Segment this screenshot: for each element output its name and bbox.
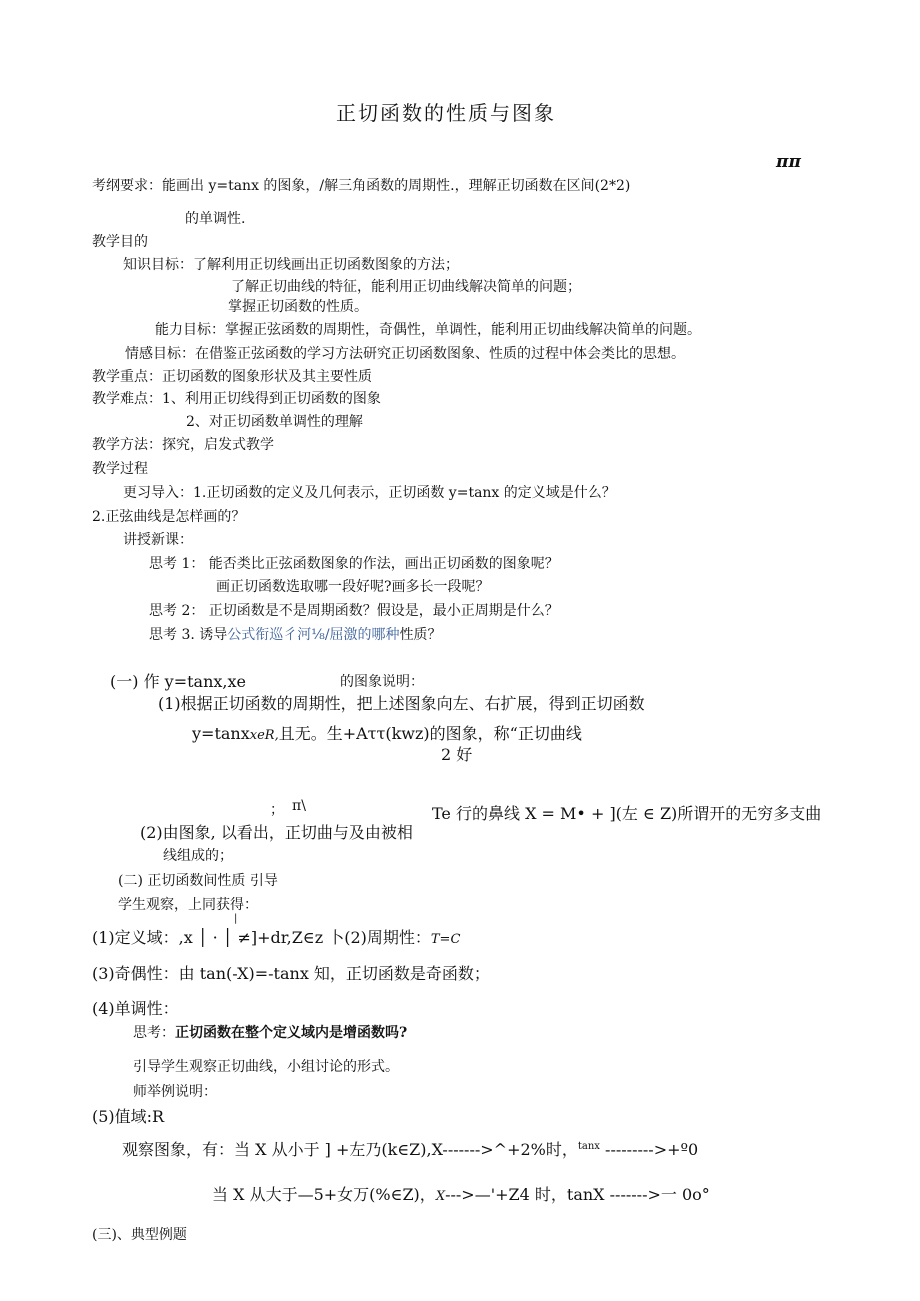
- observation-1-limit: --------->+º0: [599, 1140, 699, 1159]
- difficulty-2: 2、对正切函数单调性的理解: [186, 414, 363, 430]
- observation-2-x: X: [435, 1189, 446, 1204]
- page-title: 正切函数的性质与图象: [336, 101, 556, 125]
- teaching-method: 教学方法：探究，启发式教学: [92, 437, 274, 453]
- formula-line: [192, 724, 582, 744]
- think-question: [133, 1025, 407, 1042]
- observation-1-text: 观察图象，有：当 X 从小于 ] +左乃(k∈Z),X------->^+2%时，: [122, 1140, 578, 1159]
- ability-goal: 能力目标：掌握正弦函数的周期性，奇偶性，单调性，能利用正切曲线解决简单的问题。: [155, 322, 701, 338]
- period-value: T=C: [430, 932, 461, 947]
- teacher-example: 师举例说明：: [133, 1084, 217, 1100]
- formula-subscript: 2 好: [441, 745, 473, 764]
- difficulty-1: 教学难点：1、利用正切线得到正切函数的图象: [92, 391, 381, 407]
- pi-pi-mark: ππ: [776, 152, 801, 172]
- review-2: 2.正弦曲线是怎样画的？: [92, 509, 246, 525]
- fragment-semicolon: ；: [270, 802, 284, 818]
- part-1-heading: (一) 作 y=tanx,xe: [110, 672, 246, 691]
- goals-heading: 教学目的: [92, 234, 148, 250]
- guide-text: 引导学生观察正切曲线，小组讨论的形式。: [133, 1059, 399, 1075]
- property-3: (3)奇偶性：由 tan(-X)=-tanx 知，正切函数是奇函数；: [92, 964, 490, 983]
- think-2: 思考 2： 正切函数是不是周期函数？假设是，最小正周期是什么？: [149, 603, 559, 619]
- formula-tanx: y=tanx: [192, 724, 250, 743]
- exam-requirement-line2: 的单调性.: [185, 211, 246, 227]
- part-3-heading: (三)、典型例题: [92, 1227, 187, 1243]
- review-1: 更习导入：1.正切函数的定义及几何表示，正切函数 y=tanx 的定义域是什么？: [123, 485, 616, 501]
- observation-2-text: 当 X 从大于—5+女万(%∈Z)，: [212, 1185, 436, 1204]
- paragraph-2a: (2)由图象, 以看出，正切曲与及由被相: [140, 823, 413, 842]
- knowledge-goal-2: 了解正切曲线的特征，能利用正切曲线解决简单的问题；: [231, 279, 581, 295]
- observation-2: [212, 1185, 710, 1205]
- new-lesson-label: 讲授新课：: [123, 532, 193, 548]
- property-5: (5)值域:R: [92, 1107, 165, 1126]
- part-2-heading: (二) 正切函数间性质 引导: [118, 873, 278, 889]
- process-heading: 教学过程: [92, 461, 148, 477]
- key-point: 教学重点：正切函数的图象形状及其主要性质: [92, 369, 372, 385]
- tick-mark: |: [234, 913, 238, 924]
- property-1-2: [92, 928, 460, 948]
- paragraph-1: (1)根据正切函数的周期性，把上述图象向左、右扩展，得到正切函数: [158, 694, 645, 713]
- observe-label: 学生观察，上同获得：: [118, 897, 258, 913]
- part-1-description: 的图象说明：: [340, 674, 424, 690]
- exam-requirement-line1: 考纲要求：能画出 y=tanx 的图象，/解三角函数的周期性.，理解正切函数在区间(2*2): [92, 178, 631, 194]
- property-4: (4)单调性：: [92, 999, 179, 1018]
- think-3: [149, 627, 442, 644]
- fragment-pi: π\: [292, 798, 306, 814]
- knowledge-goal-3: 掌握正切函数的性质。: [228, 299, 368, 315]
- think-3-suffix: 性质？: [399, 627, 442, 643]
- formula-domain: xeR,: [249, 728, 279, 743]
- asymptote-line: Te 行的鼻线 X = M• + ](左 ∈ Z)所谓开的无穷多支曲: [432, 804, 822, 823]
- property-domain-period: (1)定义域：,x │ · │ ≠]+dr,Z∈z 卜(2)周期性：: [92, 928, 431, 947]
- observation-2-limit: --->—'+Z4 时，tanX ------->一 0o°: [445, 1185, 710, 1204]
- think-1b: 画正切函数选取哪一段好呢?画多长一段呢？: [216, 579, 490, 595]
- observation-1-tanx: tanx: [577, 1141, 600, 1152]
- emotion-goal: 情感目标：在借鉴正弦函数的学习方法研究正切函数图象、性质的过程中体会类比的思想。: [125, 346, 685, 362]
- knowledge-goal-1: 知识目标：了解利用正切线画出正切函数图象的方法；: [123, 257, 459, 273]
- think-3-prefix: 思考 3. 诱导: [149, 627, 228, 643]
- paragraph-2b: 线组成的；: [163, 848, 233, 864]
- think-3-link[interactable]: 公式衔巡彳河⅛/屈激的哪种: [227, 627, 400, 643]
- think-1a: 思考 1： 能否类比正弦函数图象的作法，画出正切函数的图象呢？: [149, 556, 559, 572]
- formula-rest: 且无。生+Aττ(kwz)的图象，称“正切曲线: [278, 724, 582, 743]
- think-question-text: 正切函数在整个定义域内是增函数吗?: [175, 1025, 408, 1041]
- think-label: 思考：: [133, 1025, 175, 1041]
- observation-1: [122, 1140, 698, 1159]
